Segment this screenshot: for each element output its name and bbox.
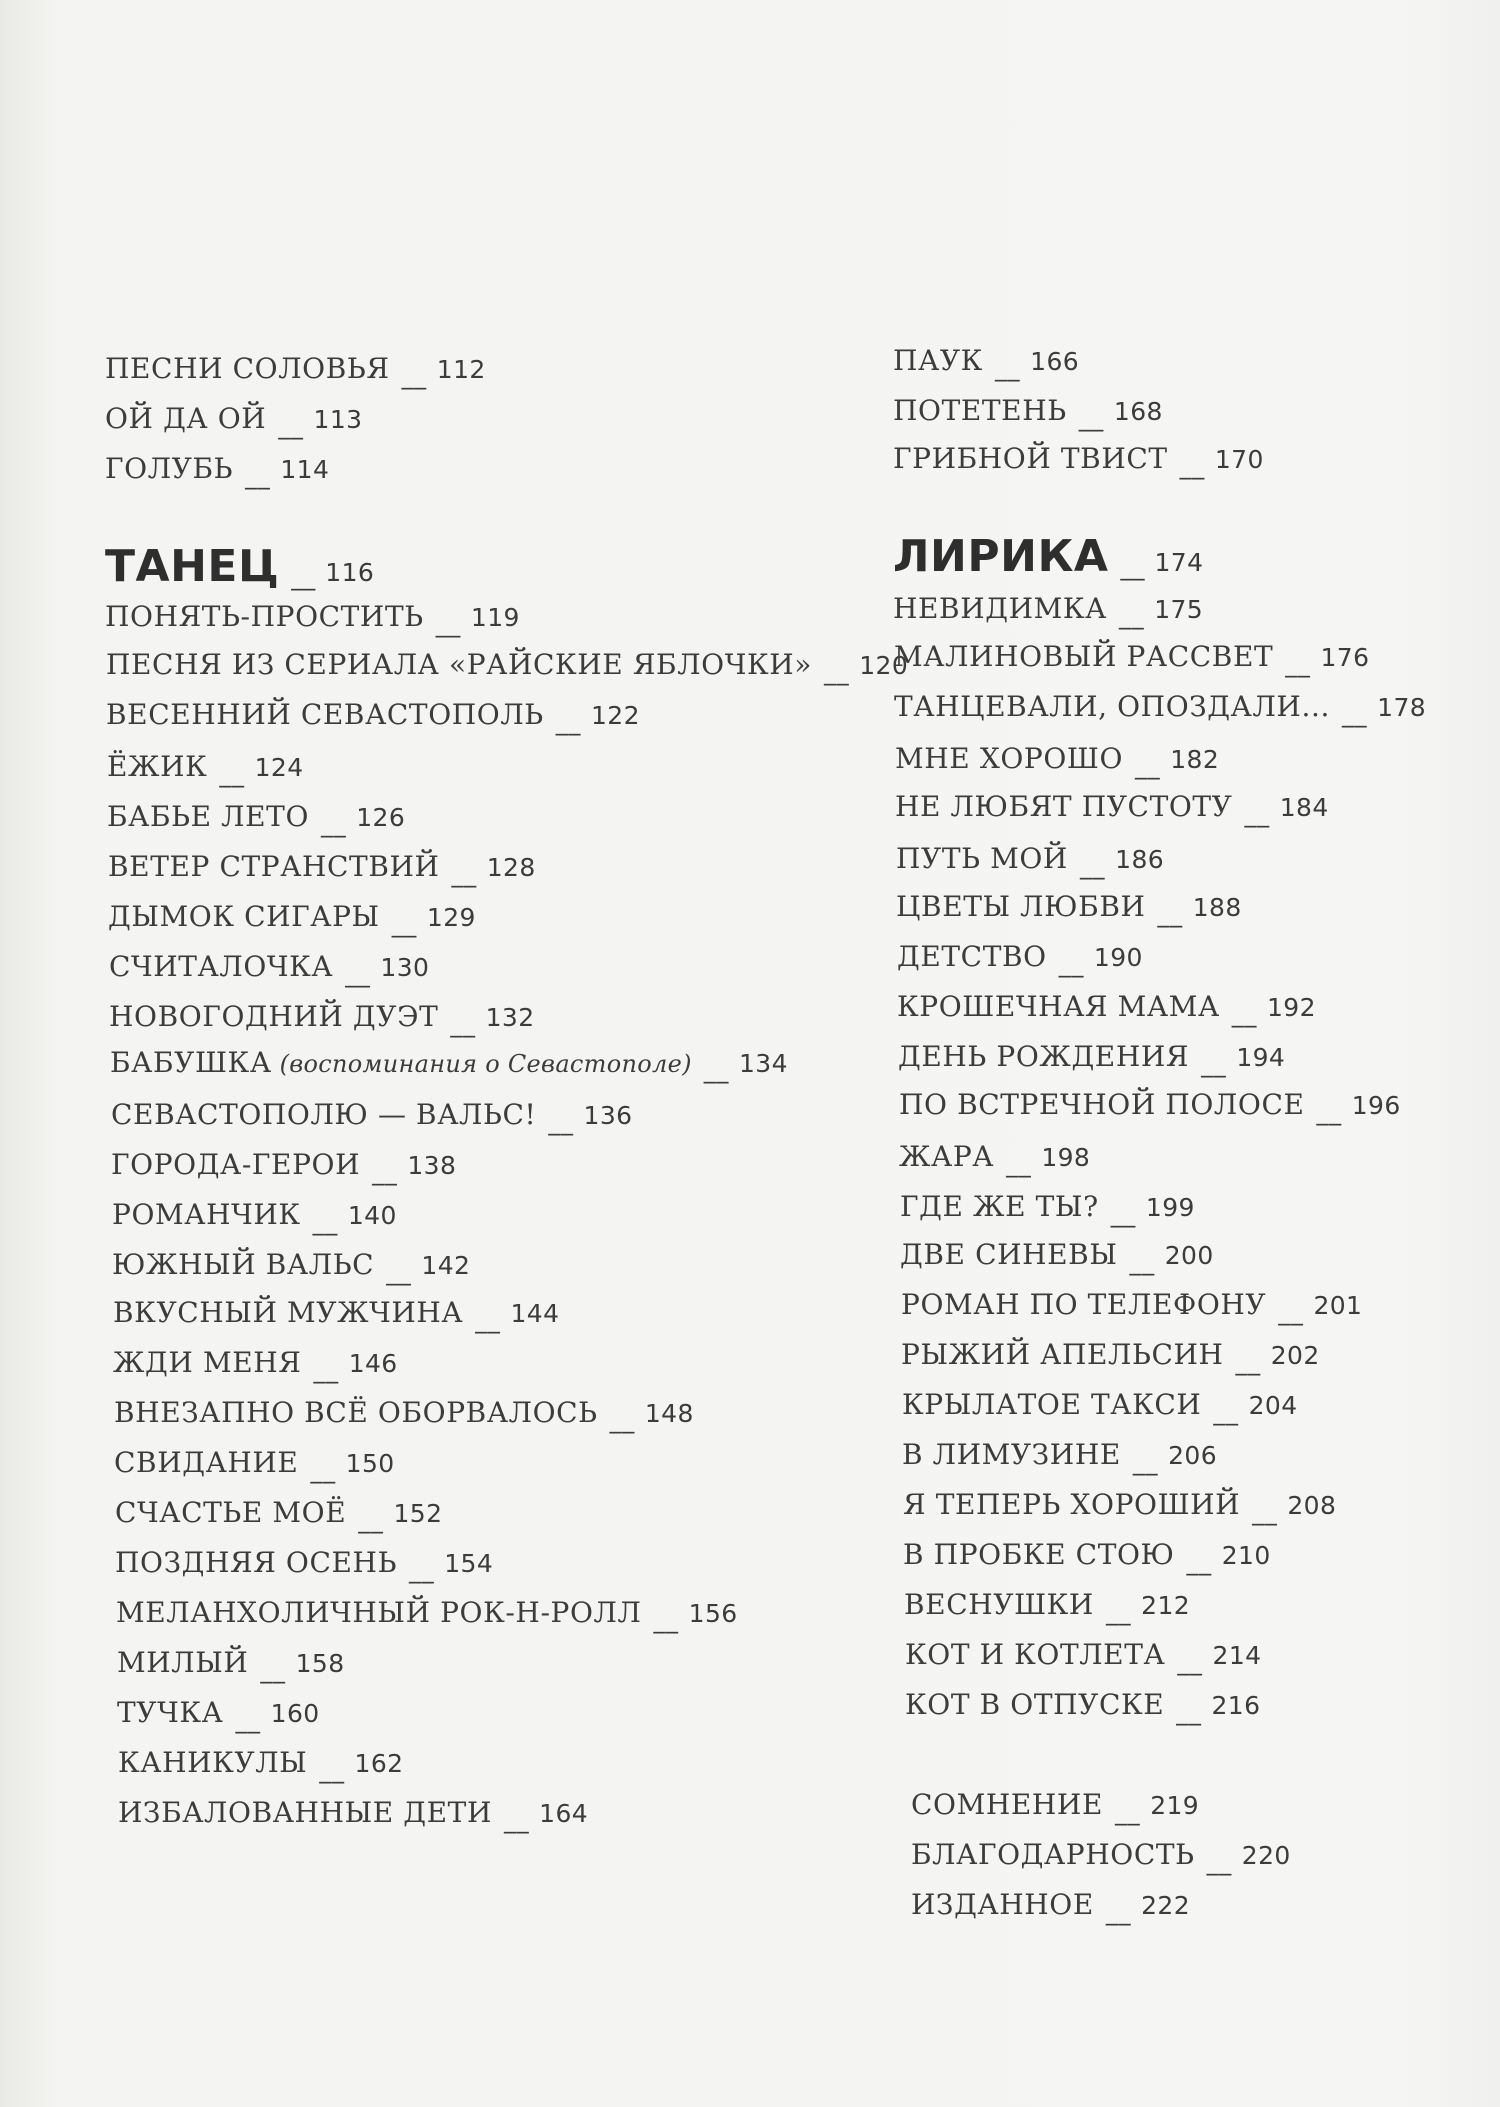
toc-entry-title: ВКУСНЫЙ МУЖЧИНА	[113, 1296, 464, 1329]
toc-entry	[904, 1588, 1191, 1626]
toc-entry-title: ТУЧКА	[117, 1696, 224, 1729]
toc-leader-dash: __	[235, 1706, 261, 1734]
toc-entry-title: МЕЛАНХОЛИЧНЫЙ РОК-Н-РОЛЛ	[116, 1596, 642, 1629]
toc-entry-title: НЕВИДИМКА	[893, 592, 1107, 625]
toc-entry-title: МАЛИНОВЫЙ РАССВЕТ	[894, 640, 1274, 673]
toc-page-number: 112	[436, 355, 486, 384]
toc-entry	[902, 1388, 1298, 1426]
toc-entry	[897, 990, 1316, 1028]
toc-page-number: 120	[859, 651, 909, 680]
toc-leader-dash: __	[1213, 1398, 1239, 1426]
toc-page-number: 210	[1221, 1541, 1271, 1570]
toc-leader-dash: __	[260, 1656, 286, 1684]
toc-entry-title: НЕ ЛЮБЯТ ПУСТОТУ	[895, 790, 1233, 823]
toc-entry	[113, 1296, 560, 1334]
toc-entry-title: ВНЕЗАПНО ВСЁ ОБОРВАЛОСЬ	[114, 1396, 598, 1429]
toc-leader-dash: __	[1186, 1548, 1212, 1576]
toc-entry-title: МИЛЫЙ	[117, 1646, 249, 1679]
toc-entry	[105, 600, 520, 638]
toc-page-number: 188	[1192, 893, 1242, 922]
toc-entry	[899, 1140, 1091, 1178]
toc-leader-dash: __	[312, 1208, 338, 1236]
toc-page-number: 124	[254, 753, 304, 782]
toc-page-number: 156	[688, 1599, 738, 1628]
toc-section-heading	[105, 542, 374, 601]
toc-entry	[106, 648, 909, 686]
toc-entry-title: ПОТЕТЕНЬ	[893, 394, 1067, 427]
toc-entry-title: СЕВАСТОПОЛЮ — ВАЛЬС!	[111, 1098, 537, 1131]
toc-leader-dash: __	[245, 462, 271, 490]
toc-page-number: 132	[485, 1003, 535, 1032]
toc-entry-title: ГДЕ ЖЕ ТЫ?	[900, 1190, 1099, 1223]
toc-leader-dash: __	[1129, 1248, 1155, 1276]
toc-entry	[114, 1446, 395, 1484]
toc-entry	[905, 1688, 1261, 1726]
toc-entry	[903, 1538, 1271, 1576]
toc-entry-title: КОТ И КОТЛЕТА	[905, 1638, 1166, 1671]
toc-leader-dash: __	[1157, 900, 1183, 928]
toc-entry	[108, 850, 536, 888]
toc-leader-dash: __	[219, 760, 245, 788]
toc-entry	[106, 698, 640, 736]
toc-section-heading	[893, 532, 1203, 591]
toc-leader-dash: __	[1114, 1798, 1141, 1826]
toc-page-number: 219	[1150, 1791, 1200, 1820]
toc-leader-dash: __	[653, 1606, 679, 1634]
toc-entry-title: КРЫЛАТОЕ ТАКСИ	[902, 1388, 1202, 1421]
toc-leader-dash: __	[1006, 1150, 1032, 1178]
toc-entry-title: РЫЖИЙ АПЕЛЬСИН	[901, 1338, 1224, 1371]
toc-entry	[109, 950, 430, 988]
toc-leader-dash: __	[1177, 1648, 1203, 1676]
toc-page-number: 222	[1141, 1891, 1190, 1920]
toc-entry-title: В ПРОБКЕ СТОЮ	[903, 1538, 1175, 1571]
toc-entry-title: КАНИКУЛЫ	[118, 1746, 308, 1779]
toc-leader-dash: __	[994, 354, 1021, 382]
toc-page-number: 126	[356, 803, 406, 832]
toc-leader-dash: __	[345, 960, 371, 988]
toc-leader-dash: __	[450, 1010, 476, 1038]
toc-page-number: 199	[1145, 1193, 1195, 1222]
toc-page-number: 158	[295, 1649, 345, 1678]
toc-page-number: 148	[644, 1399, 694, 1428]
toc-entry-title: ОЙ ДА ОЙ	[105, 402, 267, 435]
toc-page-number: 186	[1115, 845, 1165, 874]
toc-entry	[893, 442, 1264, 480]
toc-page-number: 166	[1030, 347, 1080, 376]
toc-leader-dash: __	[1231, 1000, 1257, 1028]
toc-leader-dash: __	[1110, 1200, 1136, 1228]
toc-page-number: 142	[421, 1251, 471, 1280]
toc-leader-dash: __	[310, 1456, 336, 1484]
toc-entry	[894, 690, 1427, 728]
toc-entry	[105, 352, 486, 390]
toc-entry-title: БЛАГОДАРНОСТЬ	[911, 1838, 1195, 1871]
toc-leader-dash: __	[451, 860, 477, 888]
toc-entry-title: НОВОГОДНИЙ ДУЭТ	[109, 1000, 439, 1033]
toc-entry-title: ЮЖНЫЙ ВАЛЬС	[112, 1248, 375, 1281]
toc-page-number: 113	[313, 405, 363, 434]
toc-entry	[115, 1496, 443, 1534]
toc-entry	[111, 1148, 457, 1186]
toc-leader-dash: __	[555, 708, 581, 736]
toc-entry	[895, 742, 1220, 780]
section-title: ЛИРИКА	[893, 531, 1109, 582]
toc-entry-title: СОМНЕНИЕ	[911, 1788, 1103, 1821]
toc-page-number: 220	[1241, 1841, 1291, 1870]
toc-leader-dash: __	[1079, 852, 1106, 880]
toc-entry	[901, 1338, 1320, 1376]
toc-page-number: 164	[539, 1799, 589, 1828]
toc-page-number: 196	[1351, 1091, 1401, 1120]
toc-page-number: 162	[354, 1749, 404, 1778]
toc-entry	[113, 1346, 398, 1384]
toc-entry	[109, 1000, 535, 1038]
toc-entry-note: (воспоминания о Севастополе)	[279, 1050, 692, 1078]
toc-entry-title: ТАНЦЕВАЛИ, ОПОЗДАЛИ...	[894, 690, 1330, 723]
toc-leader-dash: __	[503, 1806, 530, 1834]
toc-entry	[110, 1046, 788, 1084]
toc-leader-dash: __	[703, 1056, 729, 1084]
toc-leader-dash: __	[319, 1756, 345, 1784]
toc-entry	[115, 1546, 494, 1584]
toc-leader-dash: __	[1120, 553, 1145, 581]
toc-entry	[112, 1248, 471, 1286]
toc-entry-title: ГРИБНОЙ ТВИСТ	[893, 442, 1168, 475]
toc-leader-dash: __	[409, 1556, 435, 1584]
toc-entry	[116, 1596, 738, 1634]
toc-page-number: 154	[444, 1549, 494, 1578]
toc-leader-dash: __	[1201, 1050, 1227, 1078]
toc-page-number: 168	[1113, 397, 1163, 426]
toc-entry-title: СВИДАНИЕ	[114, 1446, 299, 1479]
toc-entry-title: Я ТЕПЕРЬ ХОРОШИЙ	[903, 1488, 1241, 1521]
toc-entry-title: БАБЬЕ ЛЕТО	[107, 800, 309, 833]
toc-leader-dash: __	[1278, 1298, 1304, 1326]
toc-leader-dash: __	[609, 1406, 635, 1434]
toc-entry	[903, 1488, 1337, 1526]
toc-leader-dash: __	[548, 1108, 574, 1136]
toc-entry-title: ЦВЕТЫ ЛЮБВИ	[896, 890, 1146, 923]
toc-entry-title: ДЕТСТВО	[897, 940, 1047, 973]
toc-leader-dash: __	[475, 1306, 501, 1334]
toc-entry	[107, 750, 304, 788]
toc-leader-dash: __	[291, 563, 316, 591]
toc-page-number: 140	[347, 1201, 397, 1230]
toc-page-number: 146	[348, 1349, 398, 1378]
toc-entry	[894, 640, 1370, 678]
toc-leader-dash: __	[278, 412, 304, 440]
toc-leader-dash: __	[386, 1258, 412, 1286]
toc-page-number: 176	[1320, 643, 1370, 672]
toc-leader-dash: __	[1235, 1348, 1261, 1376]
toc-page-number: 201	[1313, 1291, 1363, 1320]
toc-entry-title: ИЗБАЛОВАННЫЕ ДЕТИ	[118, 1796, 492, 1829]
toc-leader-dash: __	[1105, 1598, 1132, 1626]
toc-entry-title: МНЕ ХОРОШО	[895, 742, 1124, 775]
toc-page-number: 128	[486, 853, 536, 882]
toc-leader-dash: __	[1285, 650, 1311, 678]
toc-page-number: 152	[393, 1499, 443, 1528]
toc-entry	[893, 592, 1204, 630]
toc-leader-dash: __	[1135, 752, 1161, 780]
toc-leader-dash: __	[1179, 452, 1205, 480]
toc-entry-title: ИЗДАННОЕ	[911, 1888, 1094, 1921]
toc-entry	[900, 1238, 1214, 1276]
toc-page-number: 204	[1248, 1391, 1298, 1420]
toc-entry	[898, 1040, 1286, 1078]
toc-entry	[901, 1288, 1363, 1326]
toc-leader-dash: __	[1252, 1498, 1278, 1526]
toc-leader-dash: __	[321, 810, 347, 838]
toc-entry	[118, 1746, 404, 1784]
toc-leader-dash: __	[1132, 1448, 1159, 1476]
toc-right-column	[893, 0, 1500, 2107]
toc-page-number: 119	[470, 603, 520, 632]
toc-entry-title: ДВЕ СИНЕВЫ	[900, 1238, 1118, 1271]
toc-entry	[111, 1098, 633, 1136]
toc-entry	[112, 1198, 397, 1236]
toc-entry-title: РОМАНЧИК	[112, 1198, 301, 1231]
toc-entry-title: ДЫМОК СИГАРЫ	[108, 900, 380, 933]
toc-page-number: 190	[1093, 943, 1143, 972]
toc-entry	[896, 842, 1165, 880]
toc-page-number: 175	[1154, 595, 1204, 624]
toc-leader-dash: __	[1105, 1898, 1132, 1926]
toc-page-number: 216	[1211, 1691, 1261, 1720]
toc-page-number: 160	[270, 1699, 320, 1728]
toc-entry	[117, 1646, 345, 1684]
toc-leader-dash: __	[401, 362, 427, 390]
toc-page-number: 170	[1214, 445, 1264, 474]
toc-page-number: 212	[1141, 1591, 1191, 1620]
toc-entry	[893, 344, 1080, 382]
toc-entry	[911, 1838, 1291, 1876]
toc-entry	[108, 900, 476, 938]
toc-entry	[117, 1696, 320, 1734]
section-page-number: 116	[325, 558, 375, 587]
toc-entry	[911, 1788, 1200, 1826]
toc-entry	[114, 1396, 694, 1434]
toc-entry-title: ЖАРА	[899, 1140, 995, 1173]
toc-entry-title: ЖДИ МЕНЯ	[113, 1346, 302, 1379]
toc-entry	[107, 800, 406, 838]
toc-entry	[895, 790, 1329, 828]
toc-entry-title: ПОНЯТЬ-ПРОСТИТЬ	[105, 600, 424, 633]
toc-entry-title: КРОШЕЧНАЯ МАМА	[897, 990, 1220, 1023]
toc-page-number: 198	[1041, 1143, 1091, 1172]
toc-entry-title: ГОРОДА-ГЕРОИ	[111, 1148, 361, 1181]
toc-entry	[899, 1088, 1401, 1126]
toc-entry	[911, 1888, 1190, 1926]
toc-leader-dash: __	[1118, 602, 1145, 630]
toc-page-number: 114	[280, 455, 330, 484]
toc-leader-dash: __	[1316, 1098, 1342, 1126]
toc-entry-title: БАБУШКА	[110, 1046, 272, 1079]
toc-entry-title: ПЕСНИ СОЛОВЬЯ	[105, 352, 390, 385]
toc-entry	[896, 890, 1242, 928]
toc-leader-dash: __	[1206, 1848, 1232, 1876]
toc-entry-title: ВЕСНУШКИ	[904, 1588, 1094, 1621]
toc-entry-title: ПАУК	[893, 344, 983, 377]
toc-page-number: 134	[738, 1049, 788, 1078]
toc-leader-dash: __	[435, 610, 461, 638]
toc-page-number: 129	[426, 903, 476, 932]
toc-entry	[118, 1796, 589, 1834]
toc-leader-dash: __	[1058, 950, 1084, 978]
toc-entry	[893, 394, 1163, 432]
toc-entry-title: ПУТЬ МОЙ	[896, 842, 1068, 875]
toc-entry-title: СЧАСТЬЕ МОЁ	[115, 1496, 347, 1529]
toc-entry	[900, 1190, 1195, 1228]
toc-entry-title: ВЕТЕР СТРАНСТВИЙ	[108, 850, 440, 883]
toc-page-number: 192	[1267, 993, 1316, 1022]
toc-leader-dash: __	[824, 658, 850, 686]
toc-page-number: 138	[407, 1151, 457, 1180]
toc-entry	[905, 1638, 1262, 1676]
toc-entry-title: В ЛИМУЗИНЕ	[902, 1438, 1121, 1471]
toc-leader-dash: __	[1176, 1698, 1202, 1726]
toc-page-number: 208	[1287, 1491, 1337, 1520]
toc-entry-title: СЧИТАЛОЧКА	[109, 950, 334, 983]
toc-entry-title: ПО ВСТРЕЧНОЙ ПОЛОСЕ	[899, 1088, 1305, 1121]
toc-entry-title: ПЕСНЯ ИЗ СЕРИАЛА «РАЙСКИЕ ЯБЛОЧКИ»	[106, 648, 812, 681]
section-title: ТАНЕЦ	[105, 541, 280, 592]
toc-page-number: 202	[1270, 1341, 1320, 1370]
toc-leader-dash: __	[1244, 800, 1270, 828]
toc-page-number: 136	[583, 1101, 633, 1130]
toc-entry-title: КОТ В ОТПУСКЕ	[905, 1688, 1165, 1721]
toc-page-number: 122	[590, 701, 640, 730]
toc-entry-title: ПОЗДНЯЯ ОСЕНЬ	[115, 1546, 398, 1579]
toc-entry-title: РОМАН ПО ТЕЛЕФОНУ	[901, 1288, 1267, 1321]
toc-leader-dash: __	[391, 910, 417, 938]
toc-leader-dash: __	[1078, 404, 1104, 432]
toc-page-number: 194	[1236, 1043, 1286, 1072]
toc-entry-title: ДЕНЬ РОЖДЕНИЯ	[898, 1040, 1190, 1073]
toc-entry	[105, 402, 363, 440]
toc-entry-title: ВЕСЕННИЙ СЕВАСТОПОЛЬ	[106, 698, 544, 731]
toc-page-number: 206	[1168, 1441, 1218, 1470]
toc-leader-dash: __	[313, 1356, 339, 1384]
toc-page-number: 182	[1170, 745, 1220, 774]
toc-entry-title: ГОЛУБЬ	[105, 452, 234, 485]
toc-page-number: 144	[510, 1299, 560, 1328]
section-page-number: 174	[1154, 548, 1204, 577]
toc-leader-dash: __	[358, 1506, 384, 1534]
toc-page-number: 150	[345, 1449, 395, 1478]
toc-left-column	[105, 0, 909, 2107]
toc-entry	[902, 1438, 1218, 1476]
toc-leader-dash: __	[372, 1158, 398, 1186]
toc-entry	[105, 452, 330, 490]
toc-page-number: 178	[1377, 693, 1427, 722]
toc-page-number: 130	[380, 953, 430, 982]
toc-entry	[897, 940, 1143, 978]
toc-page-number: 214	[1212, 1641, 1262, 1670]
toc-entry-title: ЁЖИК	[107, 750, 208, 783]
toc-leader-dash: __	[1341, 700, 1368, 728]
toc-page-number: 184	[1279, 793, 1329, 822]
toc-page-number: 200	[1164, 1241, 1214, 1270]
